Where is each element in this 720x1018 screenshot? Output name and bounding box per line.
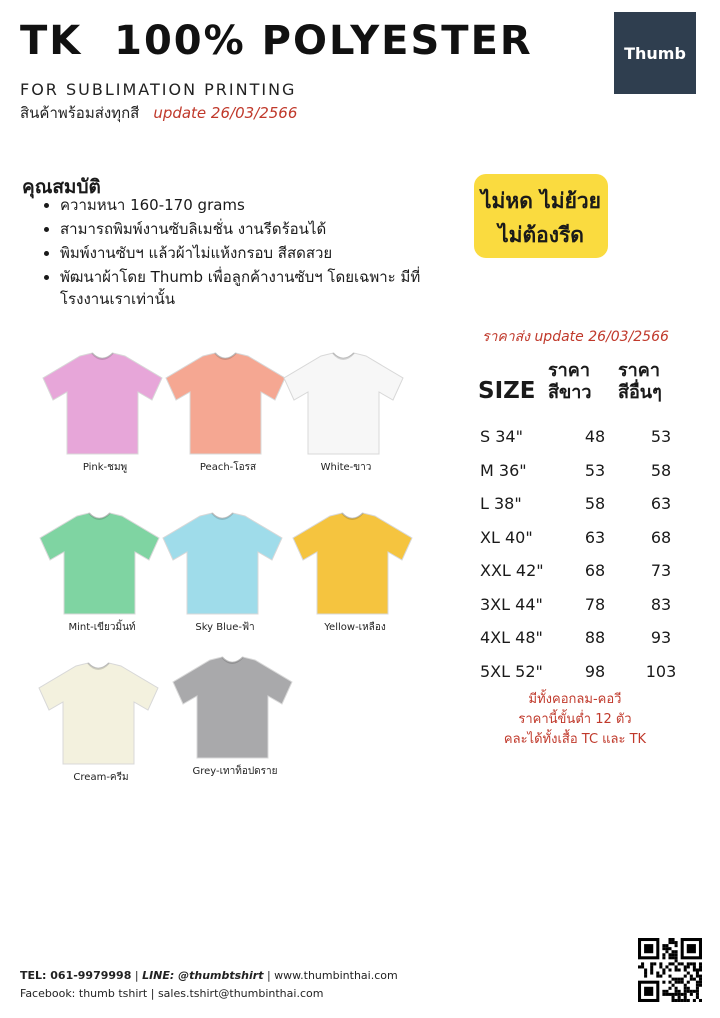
white-price-cell: 48 xyxy=(584,427,606,447)
footer-tel: TEL: 061-9979998 xyxy=(20,969,132,982)
size-cell: 3XL 44" xyxy=(480,594,543,614)
price-row xyxy=(480,420,694,454)
tshirt-icon xyxy=(281,350,406,458)
footer-email: sales.tshirt@thumbinthai.com xyxy=(157,987,324,1000)
size-cell: XXL 42" xyxy=(480,561,544,581)
white-price-cell: 88 xyxy=(584,628,606,648)
other-price-cell: 58 xyxy=(650,460,672,480)
shirt-label: Cream-ครีม xyxy=(73,772,129,783)
tshirt-icon xyxy=(163,350,288,458)
size-cell: 4XL 48" xyxy=(480,628,543,648)
price-row xyxy=(480,487,694,521)
white-price-header xyxy=(548,360,592,404)
white-price-cell: 68 xyxy=(584,561,606,581)
brand-logo: Thumb xyxy=(614,12,696,94)
price-update: ราคาส่ง update 26/03/2566 xyxy=(482,329,669,345)
stock-line xyxy=(20,101,297,125)
feature-item: • สามารถพิมพ์งานซับลิเมชั่น งานรีดร้อนได้ xyxy=(60,218,450,240)
other-price-cell: 63 xyxy=(650,494,672,514)
page-subtitle: FOR SUBLIMATION PRINTING xyxy=(20,80,297,99)
white-price-cell: 63 xyxy=(584,527,606,547)
price-note-line: คละได้ทั้งเสื้อ TC และ TK xyxy=(503,732,647,747)
features-list xyxy=(30,194,450,312)
footer-line-id: LINE: @thumbtshirt xyxy=(142,969,264,982)
shirt-label: Mint-เขียวมิ้นท์ xyxy=(68,622,136,633)
tshirt-icon xyxy=(36,660,161,768)
badge-line-1: ไม่หด ไม่ย้วย xyxy=(480,189,601,213)
other-price-cell: 93 xyxy=(650,628,672,648)
size-cell: S 34" xyxy=(480,427,523,447)
footer-line-1: TEL: 061-9979998 | LINE: @thumbtshirt | www.thumbinthai.com xyxy=(20,969,398,982)
update-date: update 26/03/2566 xyxy=(153,104,298,122)
size-cell: XL 40" xyxy=(480,527,533,547)
other-price-header-l2: สีอื่นๆ xyxy=(618,382,662,403)
price-row xyxy=(480,554,694,588)
footer-line-2: Facebook: thumb tshirt | sales.tshirt@thumbinthai.com xyxy=(20,987,324,1000)
other-price-cell: 83 xyxy=(650,594,672,614)
footer-facebook: Facebook: thumb tshirt xyxy=(20,987,148,1000)
features-title: คุณสมบัติ xyxy=(22,176,101,198)
shirt-label: Yellow-เหลือง xyxy=(324,622,386,633)
feature-item: • พัฒนาผ้าโดย Thumb เพื่อลูกค้างานซับฯ โดยเฉพาะ มีที่โรงงานเราเท่านั้น xyxy=(60,266,450,310)
shirt-swatch xyxy=(170,654,300,779)
page-title: TK 100% POLYESTER xyxy=(20,18,533,64)
size-cell: M 36" xyxy=(480,460,527,480)
size-cell: 5XL 52" xyxy=(480,661,543,681)
tshirt-icon xyxy=(40,350,165,458)
price-row xyxy=(480,588,694,622)
price-row xyxy=(480,521,694,555)
size-cell: L 38" xyxy=(480,494,522,514)
footer-web: www.thumbinthai.com xyxy=(274,969,398,982)
other-price-cell: 103 xyxy=(645,661,677,681)
shirt-label: Peach-โอรส xyxy=(199,462,257,473)
feature-item: • ความหนา 160-170 grams xyxy=(60,194,450,216)
shirt-label: Grey-เทาท็อปดราย xyxy=(192,766,278,777)
shirt-swatch xyxy=(37,510,167,635)
white-price-cell: 58 xyxy=(584,494,606,514)
shirt-swatch xyxy=(290,510,420,635)
shirt-label: Sky Blue-ฟ้า xyxy=(195,622,255,633)
badge-line-2: ไม่ต้องรีด xyxy=(498,223,584,247)
white-price-cell: 98 xyxy=(584,661,606,681)
other-price-cell: 68 xyxy=(650,527,672,547)
shirt-label: White-ขาว xyxy=(320,462,372,473)
stock-text: สินค้าพร้อมส่งทุกสี xyxy=(20,104,140,122)
tshirt-icon xyxy=(290,510,415,618)
other-price-header xyxy=(618,360,662,404)
white-price-cell: 78 xyxy=(584,594,606,614)
price-row xyxy=(480,655,694,689)
shirt-swatch xyxy=(40,350,170,475)
price-notes xyxy=(490,690,660,750)
shirt-label: Pink-ชมพู xyxy=(82,462,128,473)
tshirt-icon xyxy=(37,510,162,618)
shirt-swatch xyxy=(163,350,293,475)
shirt-swatch xyxy=(281,350,411,475)
size-header: SIZE xyxy=(478,378,536,404)
other-price-cell: 73 xyxy=(650,561,672,581)
tshirt-icon xyxy=(160,510,285,618)
shirt-swatch xyxy=(36,660,166,785)
shirt-swatch xyxy=(160,510,290,635)
white-price-header-l1: ราคา xyxy=(548,360,590,381)
white-price-header-l2: สีขาว xyxy=(548,382,592,403)
tshirt-icon xyxy=(170,654,295,762)
price-table xyxy=(480,420,694,688)
white-price-cell: 53 xyxy=(584,460,606,480)
price-row xyxy=(480,454,694,488)
feature-badge xyxy=(474,174,608,258)
qr-code-icon xyxy=(638,938,702,1002)
price-row xyxy=(480,621,694,655)
price-note-line: ราคานี้ขั้นต่ำ 12 ตัว xyxy=(518,712,632,727)
feature-item: • พิมพ์งานซับฯ แล้วผ้าไม่แห้งกรอบ สีสดสวย xyxy=(60,242,450,264)
other-price-cell: 53 xyxy=(650,427,672,447)
other-price-header-l1: ราคา xyxy=(618,360,660,381)
price-note-line: มีทั้งคอกลม-คอวี xyxy=(528,692,622,707)
